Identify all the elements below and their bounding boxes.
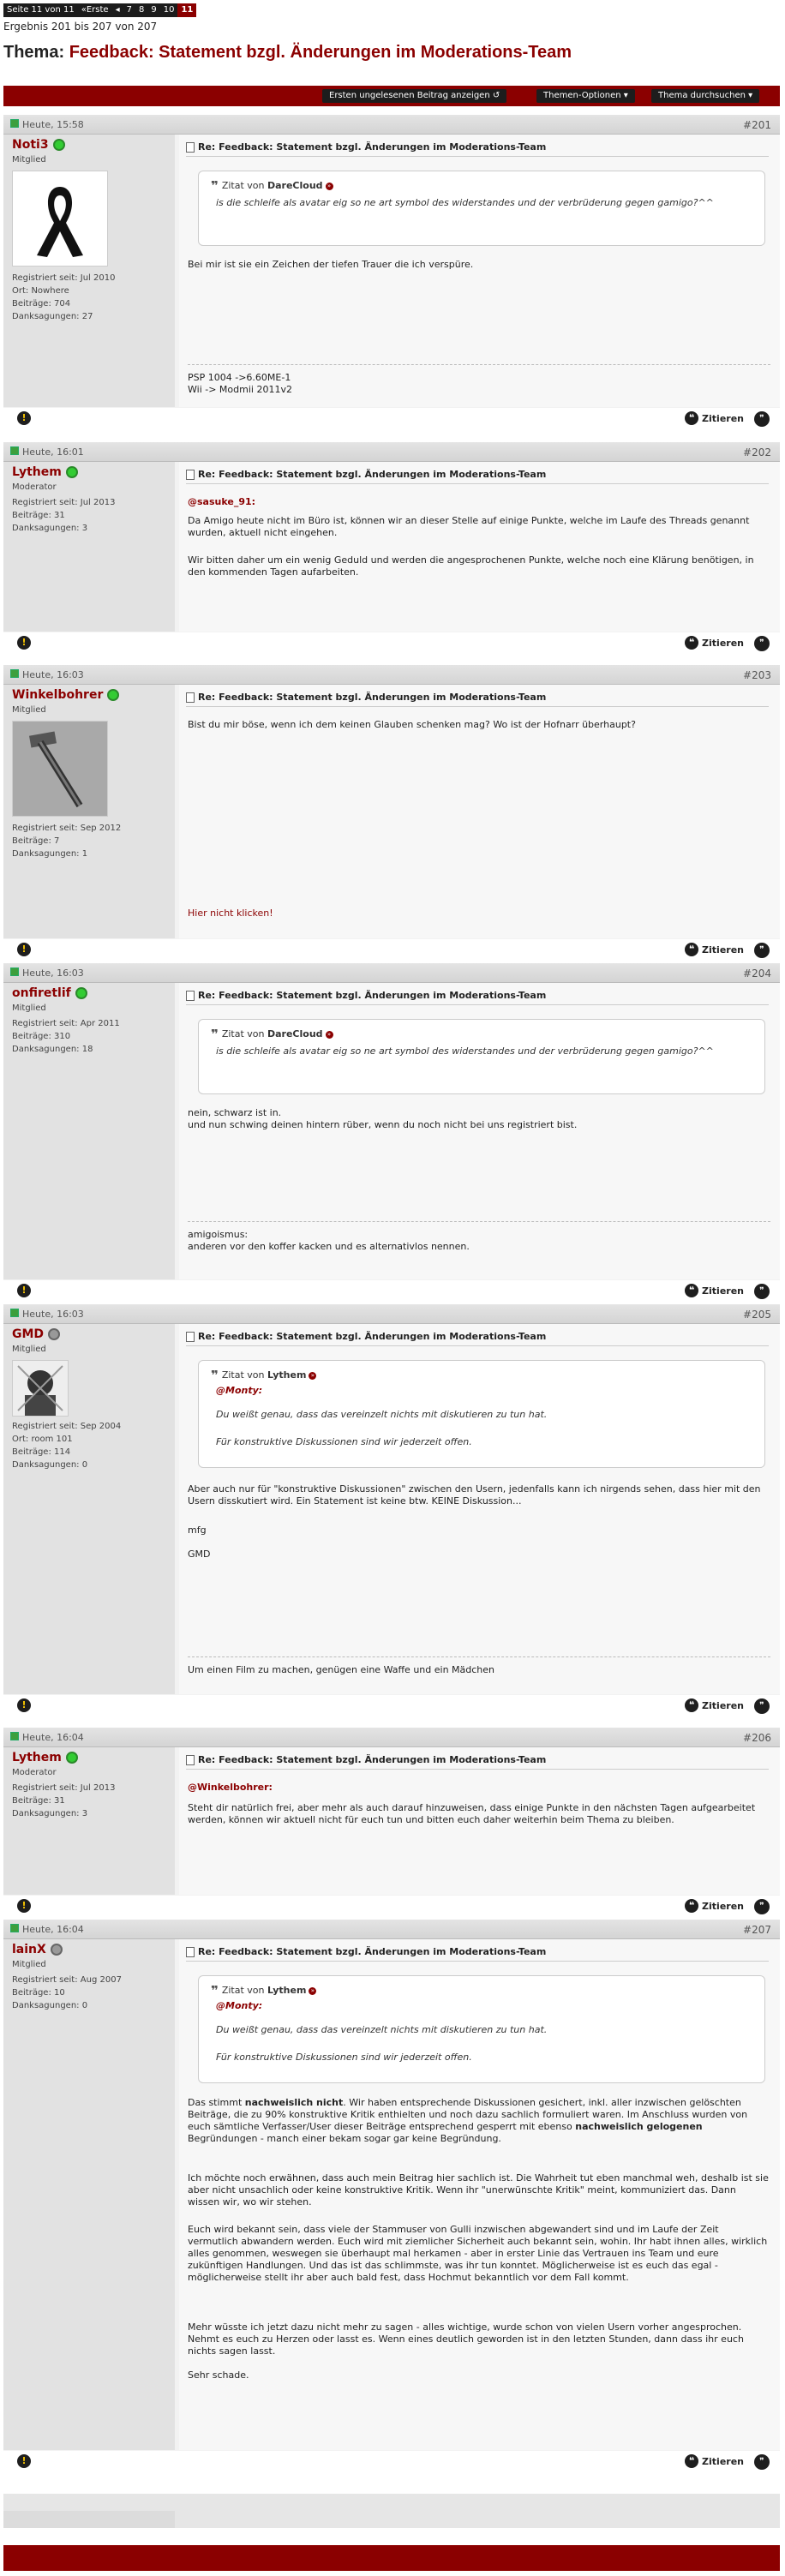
post-text: und nun schwing deinen hintern rüber, wenn du noch nicht bei uns registriert bist.: [188, 1119, 578, 1130]
quote-button[interactable]: [685, 411, 744, 425]
user-rank: Moderator: [12, 482, 57, 492]
post-status-icon: [10, 669, 19, 678]
post-title-text: Re: Feedback: Statement bzgl. Änderungen im Moderations-Team: [198, 1946, 547, 1957]
user-posts: Beiträge: 7: [12, 836, 60, 846]
user-posts: Beiträge: 31: [12, 511, 65, 520]
view-post-icon[interactable]: »: [326, 183, 333, 190]
username-text: onfiretlif: [12, 986, 71, 1000]
multi-quote-icon[interactable]: ❞: [754, 1698, 770, 1714]
post-content: [179, 1747, 780, 1895]
post: [3, 442, 780, 655]
username[interactable]: [12, 465, 78, 479]
post-header: [3, 1920, 780, 1939]
post-text: Ich möchte noch erwähnen, dass auch mein Beitrag hier sachlich ist. Die Wahrheit tut eben manchmal weh, deshalb ist sie aber nicht unsachlich oder keine konstruktive Kritik. Wenn ihr "unerwünschte Kritik" meint, kommuniziert das. Dann wissen wir, wo wir stehen.: [188, 2172, 769, 2208]
quote-label: Zitat von: [221, 1369, 265, 1381]
post-status-icon: [10, 967, 19, 976]
signature: [188, 901, 770, 920]
thread-title-text: Feedback: Statement bzgl. Änderungen im Moderations-Team: [69, 43, 572, 62]
username-text: Lythem: [12, 1751, 62, 1764]
empty-row: [3, 2494, 780, 2528]
quote-button[interactable]: [685, 1284, 744, 1297]
post-footer: [3, 632, 780, 655]
user-info: [3, 462, 175, 632]
page-link-8[interactable]: 8: [138, 5, 145, 15]
user-meta: [12, 272, 115, 323]
avatar[interactable]: [12, 721, 108, 817]
user-meta: [12, 1017, 120, 1056]
online-status-icon: [75, 987, 87, 999]
thread-options-button[interactable]: [536, 89, 635, 103]
user-meta: [12, 1974, 122, 2012]
quote-text: Für konstruktive Diskussionen sind wir jederzeit offen.: [216, 1436, 472, 1447]
document-icon: [186, 470, 195, 480]
mention: [188, 496, 770, 508]
report-post-icon[interactable]: !: [17, 1698, 31, 1712]
post-text: Bist du mir böse, wenn ich dem keinen Glauben schenken mag? Wo ist der Hofnarr überhaupt?: [188, 719, 636, 730]
username-text: lainX: [12, 1943, 46, 1956]
post-text: GMD: [188, 1549, 211, 1560]
quote-author[interactable]: Lythem: [267, 1985, 307, 1996]
page-link-9[interactable]: 9: [151, 5, 157, 15]
quote-icon: ❝: [685, 1899, 698, 1913]
user-location: Ort: room 101: [12, 1435, 73, 1444]
quote-author[interactable]: Lythem: [267, 1369, 307, 1381]
user-posts: Beiträge: 704: [12, 299, 71, 309]
report-post-icon[interactable]: !: [17, 2454, 31, 2468]
online-status-icon: [66, 1752, 78, 1764]
post-content: [179, 135, 780, 407]
post-title: [186, 1331, 769, 1346]
quote-button-label: Zitieren: [702, 944, 744, 956]
post-date-text: Heute, 16:04: [22, 1924, 84, 1935]
post-footer: [3, 1695, 780, 1717]
post-text-segment: Das stimmt: [188, 2097, 245, 2108]
portrait-icon: [13, 1361, 68, 1416]
offline-status-icon: [48, 1328, 60, 1340]
quote-box: [198, 1360, 765, 1468]
multi-quote-icon[interactable]: ❞: [754, 636, 770, 651]
post-title-text: Re: Feedback: Statement bzgl. Änderungen im Moderations-Team: [198, 469, 547, 480]
signature-line: anderen vor den koffer kacken und es alternativlos nennen.: [188, 1241, 470, 1252]
user-thanks: Danksagungen: 18: [12, 1045, 93, 1054]
user-meta: [12, 496, 115, 535]
user-info: [3, 1939, 175, 2450]
user-rank: Mitglied: [12, 1345, 46, 1354]
post-date: [10, 1309, 84, 1320]
post-date: [10, 1732, 84, 1743]
post-title: [186, 990, 769, 1005]
post-date: [10, 119, 84, 130]
post-content: [179, 983, 780, 1279]
page-link-10[interactable]: 10: [163, 5, 175, 15]
quote-author[interactable]: DareCloud: [267, 1028, 323, 1039]
quote-button-label: Zitieren: [702, 2455, 744, 2467]
report-post-icon[interactable]: !: [17, 1899, 31, 1913]
view-post-icon[interactable]: »: [326, 1031, 333, 1039]
username-text: Noti3: [12, 138, 49, 152]
quote-icon: ❝: [685, 636, 698, 650]
chevron-down-icon: ▾: [623, 91, 628, 100]
arrow-icon: ↺: [492, 91, 500, 100]
signature-line: PSP 1004 ->6.60ME-1: [188, 372, 291, 383]
multi-quote-icon[interactable]: ❞: [754, 2454, 770, 2470]
quote-icon: ❝: [685, 943, 698, 956]
quote-icon: ❝: [685, 1698, 698, 1712]
avatar[interactable]: [12, 171, 108, 267]
quote-header: [211, 1368, 316, 1383]
user-location: Ort: Nowhere: [12, 286, 69, 296]
post-text-bold: nachweislich nicht: [244, 2097, 344, 2108]
signature-line: Wii -> Modmii 2011v2: [188, 384, 292, 395]
post-content: [179, 462, 780, 632]
post-text: [188, 2097, 770, 2145]
quote-text: Für konstruktive Diskussionen sind wir jederzeit offen.: [216, 2052, 472, 2063]
document-icon: [186, 142, 195, 153]
signature-link[interactable]: Hier nicht klicken!: [188, 908, 273, 919]
post-content: [179, 1939, 780, 2450]
user-rank: Mitglied: [12, 155, 46, 165]
offline-status-icon: [51, 1944, 63, 1956]
post-status-icon: [10, 1309, 19, 1317]
user-info: [3, 983, 175, 1279]
report-post-icon[interactable]: !: [17, 1284, 31, 1297]
search-thread-button[interactable]: [651, 89, 759, 103]
post-date-text: Heute, 15:58: [22, 119, 84, 130]
username-text: Winkelbohrer: [12, 688, 104, 702]
page-link-7[interactable]: 7: [126, 5, 132, 15]
quote-header: [211, 1027, 333, 1042]
signature: Um einen Film zu machen, genügen eine Waffe und ein Mädchen: [188, 1656, 770, 1676]
post-footer: [3, 939, 780, 962]
post-text-bold: nachweislich gelogenen: [575, 2121, 703, 2132]
online-status-icon: [107, 689, 119, 701]
quote-author[interactable]: DareCloud: [267, 180, 323, 191]
post-text: Euch wird bekannt sein, dass viele der Stammuser von Gulli inzwischen abgewandert sind und im Laufe der Zeit vermutlich abwandern werden. Euch wird mit ziemlicher Sicherheit auch bekannt sein, wohin. Ihr habt ihnen alles, wirklich alles genommen, weswegen sie überhaupt mal herkamen - aber in erster Linie das Vertrauen ins Team und eure zukünftigen Handlungen. Und das ist das schlimmste, was ihr tun konntet. Möglicherweise ist es euch das egal - möglicherweise stellt ihr aber auch bald fest, dass Hochmut bekanntlich vor dem Fall kommt.: [188, 2224, 768, 2283]
user-info: [3, 135, 175, 407]
post-text: Steht dir natürlich frei, aber mehr als auch darauf hinzuweisen, dass einige Punkte in den nächsten Tagen aufgearbeitet werden, können wir aktuell nicht für euch tun und bitten euch daher weiterhin beim Thema zu bleiben.: [188, 1802, 756, 1825]
quote-icon: ❝: [685, 1284, 698, 1297]
user-meta: [12, 822, 121, 860]
post-title-text: Re: Feedback: Statement bzgl. Änderungen im Moderations-Team: [198, 1754, 547, 1765]
post-content: [179, 1324, 780, 1694]
post-status-icon: [10, 1924, 19, 1932]
post-text: mfg: [188, 1525, 207, 1536]
post-text: nein, schwarz ist in.: [188, 1107, 282, 1118]
post-date: [10, 967, 84, 979]
username-text: Lythem: [12, 465, 62, 479]
thread-toolbar: [3, 86, 780, 106]
user-rank: Mitglied: [12, 1960, 46, 1969]
first-page-link[interactable]: «Erste: [81, 5, 109, 15]
quote-icon: ❞: [211, 178, 219, 194]
post-footer: [3, 408, 780, 430]
signature: [188, 1221, 770, 1253]
report-post-icon[interactable]: !: [17, 636, 31, 650]
page-title: [3, 43, 572, 63]
post-header: [3, 115, 780, 135]
quote-button[interactable]: [685, 636, 744, 650]
post-status-icon: [10, 446, 19, 455]
post-title: [186, 692, 769, 707]
search-thread-label: Thema durchsuchen: [658, 91, 746, 100]
user-thanks: Danksagungen: 3: [12, 1809, 88, 1818]
user-rank: Mitglied: [12, 1003, 46, 1013]
quote-label: Zitat von: [221, 1028, 265, 1039]
page-navigation: [3, 3, 196, 17]
post-title: [186, 1946, 769, 1962]
post-text: Sehr schade.: [188, 2369, 249, 2381]
post-status-icon: [10, 119, 19, 128]
username[interactable]: [12, 138, 65, 152]
view-post-icon[interactable]: »: [309, 1987, 316, 1995]
post-footer: [3, 2451, 780, 2473]
signature: [188, 364, 770, 396]
post-text: Mehr wüsste ich jetzt dazu nicht mehr zu sagen - alles wichtige, wurde schon von vielen Usern vorher angesprochen. Nehmt es euch zu Herzen oder lasst es. Wenn eines deutlich geworden ist in den letzten Stunden, dann dass ihr euch nichts sagen lasst.: [188, 2321, 744, 2357]
multi-quote-icon[interactable]: ❞: [754, 1284, 770, 1299]
user-meta: [12, 1782, 115, 1820]
post-date-text: Heute, 16:03: [22, 669, 84, 680]
post-date: [10, 1924, 84, 1935]
user-registered: Registriert seit: Jul 2010: [12, 273, 116, 283]
quote-mention: [216, 2000, 747, 2012]
empty-cell: [3, 2511, 175, 2528]
post-content: [179, 685, 780, 938]
user-info: [3, 1747, 175, 1895]
quote-mention: [216, 1385, 747, 1397]
post-date: [10, 669, 84, 680]
prev-page-icon[interactable]: ◂: [115, 5, 120, 15]
post-date: [10, 446, 84, 458]
quote-text: is die schleife als avatar eig so ne art symbol des widerstandes und der verbrüderung gegen gamigo?^^: [216, 1045, 714, 1057]
post-title: [186, 469, 769, 484]
post-number[interactable]: #202: [743, 446, 771, 458]
user-thanks: Danksagungen: 0: [12, 2001, 88, 2010]
post-text-segment: . Wir haben entsprechende Diskussionen gesichert, inkl. aller inzwischen gelöschten Beiträge, die zu 90% konstruktive Kritik enthielten und noch dazu sachlich formuliert waren. Im Anschluss wurden von euch sämtliche Verfasser/User dieser Beiträge entsprechend gesperrt mit ebenso: [188, 2097, 748, 2132]
avatar[interactable]: [12, 1360, 69, 1417]
user-posts: Beiträge: 31: [12, 1796, 65, 1806]
post-header: [3, 665, 780, 685]
quote-icon: ❞: [211, 1027, 219, 1042]
document-icon: [186, 1332, 195, 1342]
online-status-icon: [66, 466, 78, 478]
quote-icon: ❞: [211, 1983, 219, 1998]
quote-text: Du weißt genau, dass das vereinzelt nichts mit diskutieren zu tun hat.: [216, 1409, 548, 1420]
user-thanks: Danksagungen: 0: [12, 1460, 88, 1470]
report-post-icon[interactable]: !: [17, 411, 31, 425]
post: [3, 963, 780, 1303]
quote-label: Zitat von: [221, 180, 265, 191]
post-number[interactable]: #204: [743, 967, 771, 979]
user-info: [3, 685, 175, 938]
mention-user[interactable]: @Winkelbohrer:: [188, 1782, 273, 1793]
post-number[interactable]: #206: [743, 1732, 771, 1744]
user-rank: Mitglied: [12, 705, 46, 715]
signature-line: amigoismus:: [188, 1229, 249, 1240]
post-text: Aber auch nur für "konstruktive Diskussionen" zwischen den Usern, jedenfalls kann ich nirgends sehen, dass hier mit den Usern disskutiert wird. Ein Statement ist keine btw. KEINE Diskussion...: [188, 1483, 761, 1507]
post-title-text: Re: Feedback: Statement bzgl. Änderungen im Moderations-Team: [198, 141, 547, 153]
quote-box: [198, 1975, 765, 2083]
post-header: [3, 1304, 780, 1324]
user-registered: Registriert seit: Jul 2013: [12, 1783, 116, 1793]
quote-button[interactable]: [685, 1698, 744, 1712]
report-post-icon[interactable]: !: [17, 943, 31, 956]
result-count: Ergebnis 201 bis 207 von 207: [3, 21, 158, 33]
post-date-text: Heute, 16:03: [22, 1309, 84, 1320]
quote-button-label: Zitieren: [702, 637, 744, 649]
user-posts: Beiträge: 114: [12, 1447, 71, 1457]
quote-button-label: Zitieren: [702, 1699, 744, 1711]
username[interactable]: [12, 986, 87, 1000]
quote-header: [211, 1983, 316, 1998]
post-header: [3, 442, 780, 462]
quote-button[interactable]: [685, 2454, 744, 2468]
quote-text: Du weißt genau, dass das vereinzelt nichts mit diskutieren zu tun hat.: [216, 2024, 548, 2035]
document-icon: [186, 1947, 195, 1957]
mention-user[interactable]: @sasuke_91:: [188, 496, 256, 507]
post-date-text: Heute, 16:04: [22, 1732, 84, 1743]
document-icon: [186, 1755, 195, 1765]
post-number[interactable]: #201: [743, 119, 771, 131]
post: [3, 1304, 780, 1717]
post-number[interactable]: #205: [743, 1309, 771, 1321]
post-footer: [3, 1896, 780, 1918]
post-status-icon: [10, 1732, 19, 1740]
document-icon: [186, 991, 195, 1001]
quote-box: [198, 171, 765, 246]
quote-button[interactable]: [685, 1899, 744, 1913]
first-unread-button[interactable]: [322, 89, 506, 103]
user-posts: Beiträge: 10: [12, 1988, 65, 1998]
view-post-icon[interactable]: »: [309, 1372, 316, 1380]
first-page-label: Erste: [86, 5, 109, 15]
user-thanks: Danksagungen: 3: [12, 524, 88, 533]
user-info: [3, 1324, 175, 1694]
post-header: [3, 1728, 780, 1747]
thread-prefix: Thema:: [3, 43, 65, 62]
mention-user[interactable]: @Monty:: [216, 1385, 263, 1396]
user-thanks: Danksagungen: 27: [12, 312, 93, 321]
post-number[interactable]: #207: [743, 1924, 771, 1936]
post-title-text: Re: Feedback: Statement bzgl. Änderungen im Moderations-Team: [198, 692, 547, 703]
quote-icon: ❝: [685, 2454, 698, 2468]
quote-button-label: Zitieren: [702, 1900, 744, 1912]
username[interactable]: [12, 1327, 60, 1341]
quote-text: is die schleife als avatar eig so ne art symbol des widerstandes und der verbrüderung gegen gamigo?^^: [216, 197, 714, 208]
username[interactable]: [12, 688, 119, 702]
user-rank: Moderator: [12, 1768, 57, 1777]
username[interactable]: [12, 1943, 63, 1956]
quote-header: [211, 178, 333, 194]
post: [3, 665, 780, 962]
user-meta: [12, 1420, 121, 1471]
post: [3, 1920, 780, 2473]
post-text: Wir bitten daher um ein wenig Geduld und werden die angesprochenen Punkte, welche noch eine Klärung benötigen, in den kommenden Tagen aufarbeiten.: [188, 554, 754, 578]
user-registered: Registriert seit: Apr 2011: [12, 1019, 120, 1028]
post-footer: [3, 1280, 780, 1303]
multi-quote-icon[interactable]: ❞: [754, 943, 770, 958]
online-status-icon: [53, 139, 65, 151]
quote-button-label: Zitieren: [702, 412, 744, 424]
current-page: 11: [177, 3, 196, 17]
username[interactable]: [12, 1751, 78, 1764]
multi-quote-icon[interactable]: ❞: [754, 411, 770, 427]
quote-icon: ❞: [211, 1368, 219, 1383]
user-registered: Registriert seit: Sep 2012: [12, 824, 122, 833]
post-text: Bei mir ist sie ein Zeichen der tiefen Trauer die ich verspüre.: [188, 259, 474, 270]
first-unread-label: Ersten ungelesenen Beitrag anzeigen: [329, 91, 490, 100]
mention-user[interactable]: @Monty:: [216, 2000, 263, 2011]
angle-drill-icon: [13, 722, 107, 816]
post-title-text: Re: Feedback: Statement bzgl. Änderungen im Moderations-Team: [198, 1331, 547, 1342]
quote-icon: ❝: [685, 411, 698, 425]
user-posts: Beiträge: 310: [12, 1032, 71, 1041]
post: [3, 115, 780, 430]
bottom-bar: [3, 2545, 780, 2571]
post-number[interactable]: #203: [743, 669, 771, 681]
post-text: Da Amigo heute nicht im Büro ist, können wir an dieser Stelle auf einige Punkte, welche im Laufe des Threads genannt wurden, aktuell nicht eingehen.: [188, 515, 750, 538]
black-ribbon-icon: [13, 171, 107, 266]
post-title: [186, 141, 769, 157]
post-header: [3, 963, 780, 983]
post-date-text: Heute, 16:01: [22, 446, 84, 458]
username-text: GMD: [12, 1327, 45, 1341]
quote-label: Zitat von: [221, 1985, 265, 1996]
post: [3, 1728, 780, 1918]
user-registered: Registriert seit: Sep 2004: [12, 1422, 122, 1431]
page-of-label[interactable]: Seite 11 von 11: [7, 5, 75, 15]
post-text-segment: Begründungen - manch einer bekam sogar gar keine Begründung.: [188, 2133, 501, 2144]
post-date-text: Heute, 16:03: [22, 967, 84, 979]
quote-button[interactable]: [685, 943, 744, 956]
user-registered: Registriert seit: Aug 2007: [12, 1975, 122, 1985]
chevron-down-icon: ▾: [748, 91, 753, 100]
quote-button-label: Zitieren: [702, 1285, 744, 1297]
multi-quote-icon[interactable]: ❞: [754, 1899, 770, 1914]
mention: [188, 1782, 770, 1794]
user-thanks: Danksagungen: 1: [12, 849, 88, 859]
quote-box: [198, 1019, 765, 1094]
document-icon: [186, 692, 195, 703]
post-title-text: Re: Feedback: Statement bzgl. Änderungen im Moderations-Team: [198, 990, 547, 1001]
post-title: [186, 1754, 769, 1770]
thread-options-label: Themen-Optionen: [543, 91, 621, 100]
user-registered: Registriert seit: Jul 2013: [12, 498, 116, 507]
